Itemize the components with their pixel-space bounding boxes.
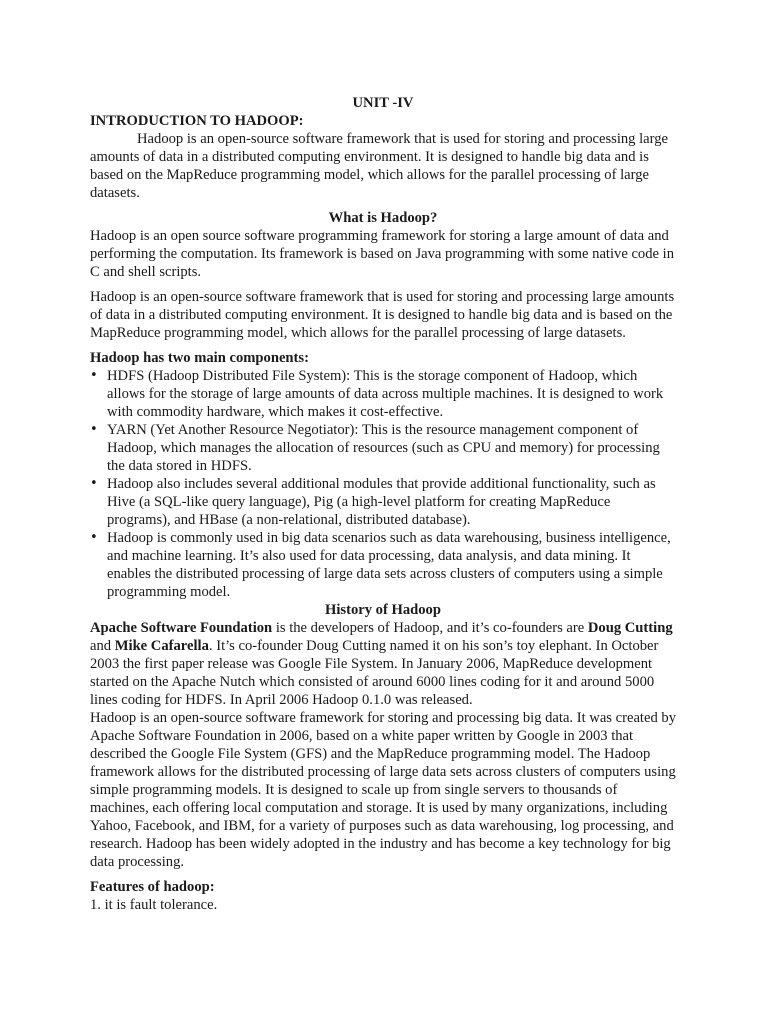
history-text-2: and	[90, 638, 115, 654]
list-item: • HDFS (Hadoop Distributed File System): This is the storage component of Hadoop, which allows for the storage of large amounts of data across multiple machines. It is designed to work with commodity hardware, which makes it cost-effective.	[107, 367, 676, 421]
history-heading: History of Hadoop	[325, 602, 441, 618]
what-is-paragraph-1: Hadoop is an open source software programming framework for storing a large amount of data and performing the computation. Its framework is based on Java programming with some native code in C and shell scripts.	[90, 228, 675, 280]
components-heading: Hadoop has two main components:	[90, 350, 309, 366]
history-text-1: is the developers of Hadoop, and it’s co-founders are	[272, 620, 588, 636]
history-person-2: Mike Cafarella	[114, 638, 209, 654]
list-item: • YARN (Yet Another Resource Negotiator): This is the resource management component of Hadoop, which manages the allocation of resources (such as CPU and memory) for processing the data stored in HDFS.	[107, 421, 676, 475]
intro-heading: INTRODUCTION TO HADOOP:	[90, 113, 304, 129]
list-item: • Hadoop also includes several additional modules that provide additional functionality, such as Hive (a SQL-like query language), Pig (a high-level platform for creating MapReduce programs), and HBase (a non-relational, distributed database).	[107, 475, 676, 529]
history-person-1: Doug Cutting	[587, 620, 673, 636]
intro-paragraph: Hadoop is an open-source software framework that is used for storing and processing large amounts of data in a distributed computing environment. It is designed to handle big data and is based on the MapReduce programming model, which allows for the parallel processing of large datasets.	[90, 131, 669, 201]
document-page	[90, 94, 676, 914]
history-text-3: . It’s co-founder Doug Cutting named it on his son’s toy elephant. In October 2003 the first paper release was Google File System. In January 2006, MapReduce development started on the Apache Nutch which consisted of around 6000 lines coding for it and around 5000 lines coding for HDFS. In April 2006 Hadoop 0.1.0 was released.	[90, 638, 659, 708]
components-list	[90, 367, 676, 601]
what-is-paragraph-2: Hadoop is an open-source software framework that is used for storing and processing large amounts of data in a distributed computing environment. It is designed to handle big data and is based on the MapReduce programming model, which allows for the parallel processing of large datasets.	[90, 289, 675, 341]
history-paragraph-1	[90, 619, 676, 709]
features-heading: Features of hadoop:	[90, 879, 215, 895]
features-item: 1. it is fault tolerance.	[90, 897, 218, 913]
list-item: • Hadoop is commonly used in big data scenarios such as data warehousing, business intelligence, and machine learning. It’s also used for data processing, data analysis, and data mining. It enables the distributed processing of large data sets across clusters of computers using a simple programming model.	[107, 529, 676, 601]
what-is-heading: What is Hadoop?	[328, 210, 438, 226]
history-org: Apache Software Foundation	[90, 620, 273, 636]
history-paragraph-2: Hadoop is an open-source software framework for storing and processing big data. It was created by Apache Software Foundation in 2006, based on a white paper written by Google in 2003 that described the Google File System (GFS) and the MapReduce programming model. The Hadoop framework allows for the distributed processing of large data sets across clusters of computers using simple programming models. It is designed to scale up from single servers to thousands of machines, each offering local computation and storage. It is used by many organizations, including Yahoo, Facebook, and IBM, for a variety of purposes such as data warehousing, log processing, and research. Hadoop has been widely adopted in the industry and has become a key technology for big data processing.	[90, 710, 676, 870]
unit-title: UNIT -IV	[352, 95, 414, 111]
